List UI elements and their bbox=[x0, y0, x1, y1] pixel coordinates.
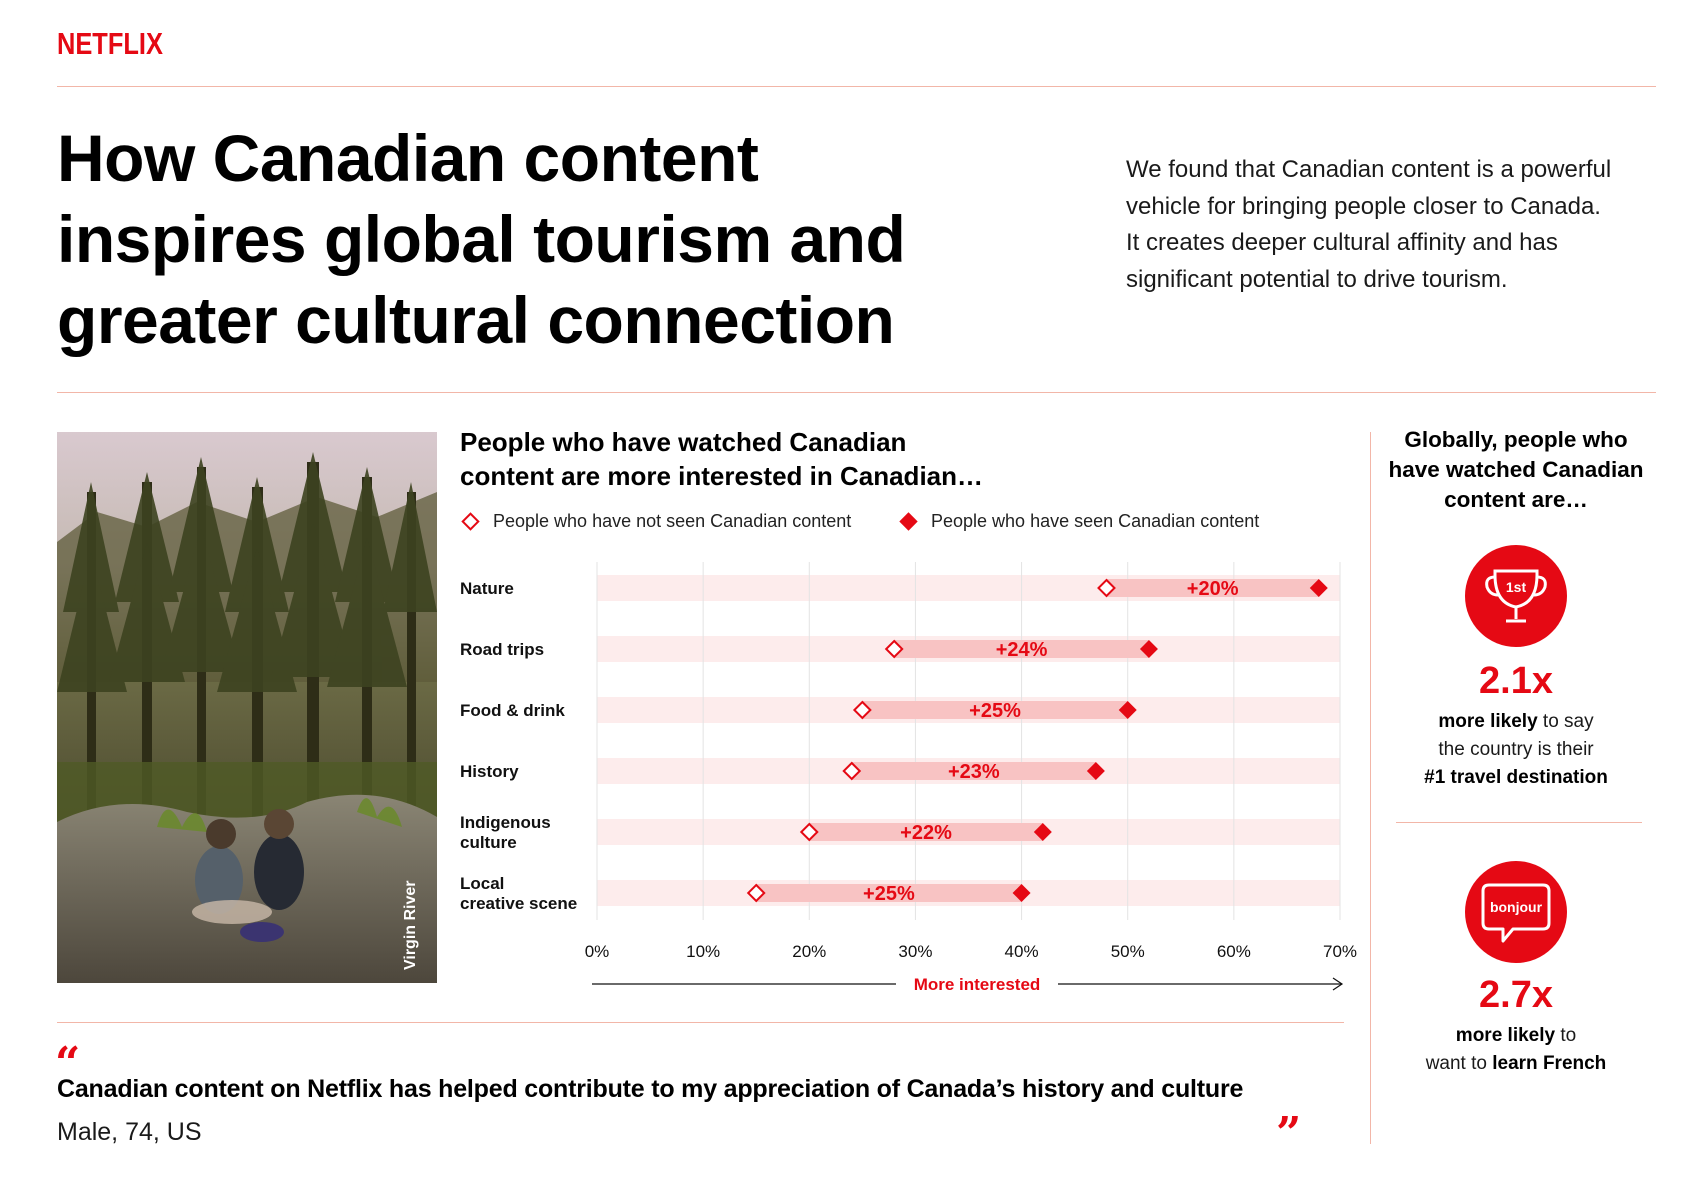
sidebar-title-line: Globally, people who bbox=[1404, 427, 1628, 452]
sidebar-divider bbox=[1396, 822, 1642, 823]
stat-plain: to say bbox=[1537, 711, 1594, 732]
stat-desc-french bbox=[1376, 1022, 1656, 1078]
intro-line: We found that Canadian content is a powerful bbox=[1126, 156, 1612, 183]
title-line: inspires global tourism and bbox=[57, 202, 906, 276]
quote-divider bbox=[57, 1022, 1344, 1023]
difference-label: +20% bbox=[1186, 578, 1239, 600]
chart-title-line: content are more interested in Canadian… bbox=[460, 461, 984, 491]
stat-number-french: 2.7x bbox=[1479, 974, 1553, 1016]
intro-line: It creates deeper cultural affinity and has bbox=[1126, 229, 1558, 256]
intro-line: vehicle for bringing people closer to Canada. bbox=[1126, 192, 1601, 220]
trophy-badge-text: 1st bbox=[1505, 579, 1527, 595]
x-tick-label: 70% bbox=[1322, 942, 1358, 961]
stat-bold: more likely bbox=[1438, 711, 1538, 732]
legend-not-seen-label: People who have not seen Canadian content bbox=[493, 511, 852, 531]
sidebar-title-line: content are… bbox=[1444, 487, 1588, 512]
photo-credit: Virgin River bbox=[402, 880, 419, 970]
quote-attribution: Male, 74, US bbox=[57, 1118, 202, 1146]
difference-label: +23% bbox=[947, 761, 1000, 783]
netflix-logo[interactable]: NETFLIX bbox=[57, 26, 163, 61]
x-tick-label: 50% bbox=[1110, 942, 1145, 961]
x-axis-label: More interested bbox=[913, 975, 1041, 994]
sidebar-title bbox=[1376, 425, 1656, 515]
legend-seen-label: People who have seen Canadian content bbox=[931, 511, 1260, 531]
sidebar-vertical-rule bbox=[1370, 432, 1371, 1144]
intro-line: significant potential to drive tourism. bbox=[1126, 265, 1508, 293]
category-label: Indigenous culture bbox=[460, 813, 551, 852]
category-label: Local creative scene bbox=[460, 874, 578, 913]
title-line: greater cultural connection bbox=[57, 283, 895, 357]
stat-plain: want to bbox=[1425, 1053, 1493, 1074]
category-label: Food & drink bbox=[460, 701, 565, 720]
x-tick-label: 30% bbox=[898, 942, 933, 961]
speech-badge bbox=[1465, 861, 1567, 963]
stat-plain: the country is their bbox=[1438, 739, 1594, 760]
difference-label: +25% bbox=[863, 883, 915, 905]
category-label: History bbox=[460, 762, 519, 781]
stat-bold: learn French bbox=[1492, 1053, 1607, 1074]
category-label: Road trips bbox=[460, 640, 545, 659]
difference-label: +25% bbox=[969, 700, 1021, 722]
x-tick-label: 40% bbox=[1004, 942, 1039, 961]
category-label: Nature bbox=[460, 579, 514, 598]
x-tick-label: 0% bbox=[584, 942, 610, 961]
trophy-badge bbox=[1465, 545, 1567, 647]
difference-label: +24% bbox=[995, 639, 1048, 661]
difference-label: +22% bbox=[900, 822, 952, 844]
x-tick-label: 10% bbox=[686, 942, 721, 961]
stat-bold: #1 travel destination bbox=[1424, 767, 1608, 788]
x-tick-label: 60% bbox=[1216, 942, 1251, 961]
stat-plain: to bbox=[1555, 1025, 1577, 1046]
title-line: How Canadian content bbox=[57, 121, 759, 195]
trophy-icon bbox=[1465, 545, 1567, 647]
stat-bold: more likely bbox=[1455, 1025, 1556, 1046]
speech-bubble-icon bbox=[1465, 861, 1567, 963]
x-tick-label: 20% bbox=[792, 942, 827, 961]
close-quote-icon: ” bbox=[1276, 1108, 1302, 1159]
speech-badge-text: bonjour bbox=[1489, 899, 1543, 915]
stat-number-travel: 2.1x bbox=[1479, 660, 1553, 702]
chart-title-line: People who have watched Canadian bbox=[460, 427, 907, 457]
sidebar-title-line: have watched Canadian bbox=[1388, 457, 1644, 482]
stat-desc-travel bbox=[1376, 708, 1656, 792]
testimonial-quote: Canadian content on Netflix has helped contribute to my appreciation of Canada’s history and culture bbox=[57, 1075, 1244, 1103]
open-quote-icon: “ bbox=[55, 1038, 81, 1089]
